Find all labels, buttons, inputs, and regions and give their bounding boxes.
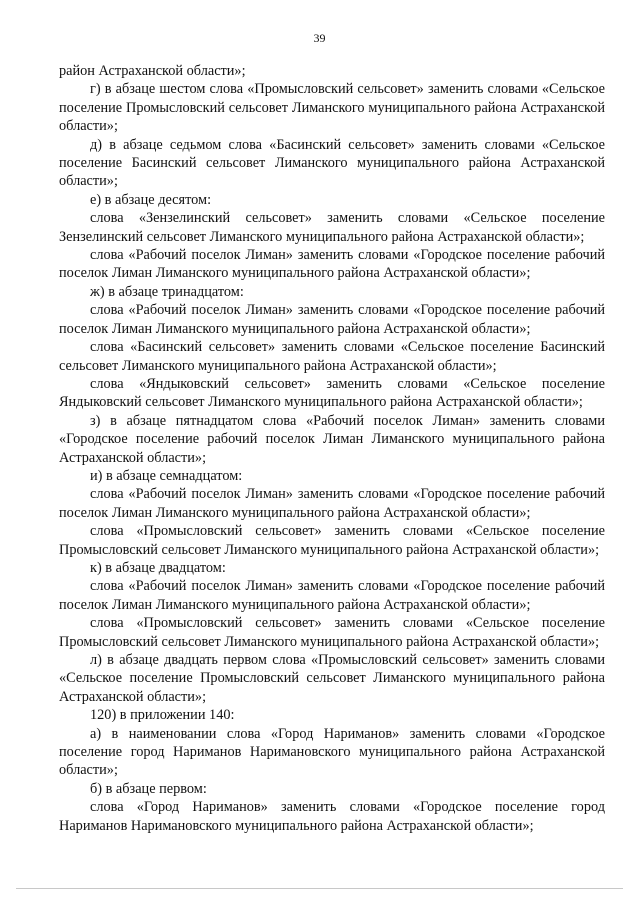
paragraph-k: к) в абзаце двадцатом: — [90, 559, 226, 576]
paragraph-k-words-1: слова «Рабочий поселок Лиман» заменить словами «Городское поселение рабочий поселок Лиман Лиманского муниципального района Астраханской области»; — [59, 578, 605, 613]
paragraph-d: д) в абзаце седьмом слова «Басинский сельсовет» заменить словами «Сельское поселение Басинский сельсовет Лиманского муниципального района Астраханской области»; — [59, 136, 605, 190]
paragraph-k-words-2: слова «Промысловский сельсовет» заменить словами «Сельское поселение Промысловский сельсовет Лиманского муниципального района Астраханской области»; — [59, 615, 605, 650]
paragraph-b: б) в абзаце первом: — [90, 780, 207, 797]
paragraph-e-words-2: слова «Рабочий поселок Лиман» заменить словами «Городское поселение рабочий поселок Лиман Лиманского муниципального района Астраханской области»; — [59, 247, 605, 282]
paragraph-i-words-2: слова «Промысловский сельсовет» заменить словами «Сельское поселение Промысловский сельсовет Лиманского муниципального района Астраханской области»; — [59, 523, 605, 558]
document-body — [59, 62, 605, 835]
paragraph-i: и) в абзаце семнадцатом: — [90, 467, 243, 484]
paragraph-e: е) в абзаце десятом: — [90, 191, 212, 208]
paragraph-z: з) в абзаце пятнадцатом слова «Рабочий поселок Лиман» заменить словами «Городское поселение рабочий поселок Лиман Лиманского муниципального района Астраханской области»; — [59, 412, 605, 466]
paragraph-i-words-1: слова «Рабочий поселок Лиман» заменить словами «Городское поселение рабочий поселок Лиман Лиманского муниципального района Астраханской области»; — [59, 486, 605, 521]
paragraph-item-120: 120) в приложении 140: — [90, 707, 235, 724]
page-bottom-divider — [16, 888, 623, 889]
paragraph-g: г) в абзаце шестом слова «Промысловский сельсовет» заменить словами «Сельское поселение Промысловский сельсовет Лиманского муниципального района Астраханской области»; — [59, 81, 605, 135]
page-number: 39 — [313, 31, 326, 45]
paragraph-a: а) в наименовании слова «Город Нариманов» заменить словами «Городское поселение город Нариманов Наримановского муниципального района Астраханской области»; — [59, 725, 605, 779]
paragraph-e-words-1: слова «Зензелинский сельсовет» заменить словами «Сельское поселение Зензелинский сельсовет Лиманского муниципального района Астраханской области»; — [59, 210, 605, 245]
paragraph-l: л) в абзаце двадцать первом слова «Промысловский сельсовет» заменить словами «Сельское поселение Промысловский сельсовет Лиманского муниципального района Астраханской области»; — [59, 652, 605, 705]
paragraph-zh-words-3: слова «Яндыковский сельсовет» заменить словами «Сельское поселение Яндыковский сельсовет Лиманского муниципального района Астраханской области»; — [59, 375, 605, 411]
paragraph-zh-words-2: слова «Басинский сельсовет» заменить словами «Сельское поселение Басинский сельсовет Лиманского муниципального района Астраханской области»; — [59, 339, 605, 374]
paragraph-zh: ж) в абзаце тринадцатом: — [90, 283, 244, 300]
paragraph-zh-words-1: слова «Рабочий поселок Лиман» заменить словами «Городское поселение рабочий поселок Лиман Лиманского муниципального района Астраханской области»; — [59, 302, 605, 337]
paragraph-b-words-1: слова «Город Нариманов» заменить словами «Городское поселение город Нариманов Наримановского муниципального района Астраханской области»; — [59, 799, 605, 834]
paragraph-continuation: район Астраханской области»; — [59, 63, 246, 79]
